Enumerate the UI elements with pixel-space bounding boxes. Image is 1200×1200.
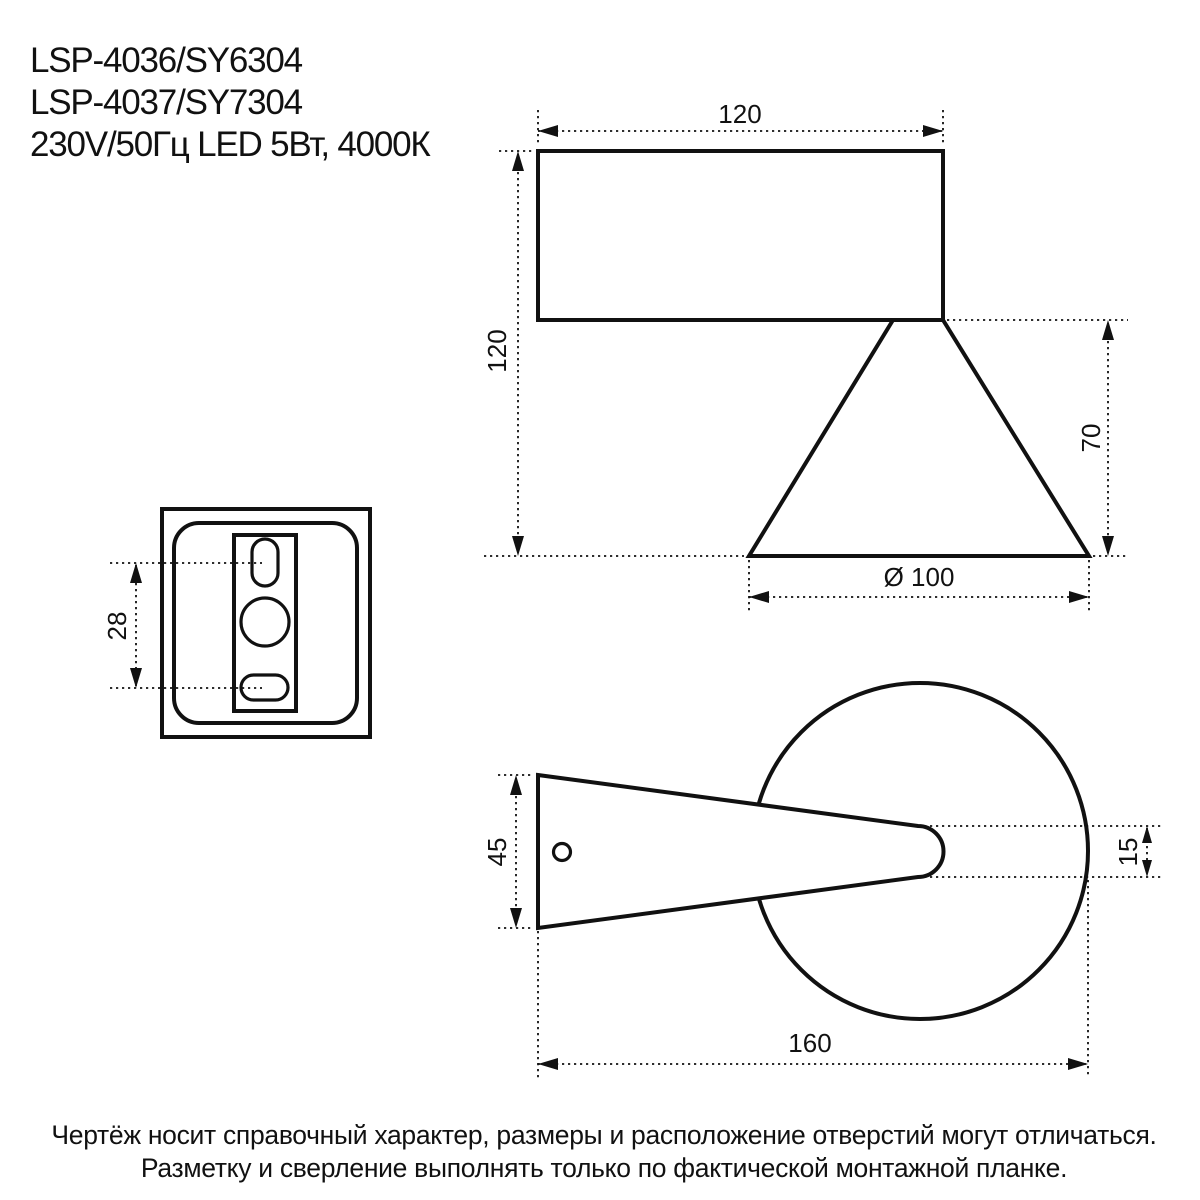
arrowhead-down [1142,860,1152,877]
mounting-plate-view [102,509,370,737]
arrowhead-right [923,125,943,137]
cable-hole [241,598,289,646]
dim-label-bracket-width: 45 [482,837,513,867]
dim-label-cone-height: 70 [1076,423,1107,453]
arrowhead-left [538,1058,558,1070]
model-number-line-1: LSP-4036/SY6304 [30,41,302,80]
dim-label-overall-length: 160 [788,1028,832,1058]
arrowhead-up [130,563,142,583]
arrowhead-left [538,125,558,137]
bracket-screw-hole [554,844,571,861]
dim-label-cone-diameter: Ø 100 [883,562,955,592]
arrowhead-right [1068,1058,1088,1070]
dim-label-side-height: 120 [482,329,513,373]
lamp-cone-outline [749,320,1089,556]
arrowhead-up [510,775,522,795]
electrical-specs: 230V/50Гц LED 5Вт, 4000К [30,125,430,164]
lamp-body-outline [538,151,943,320]
title-block [30,41,431,164]
arrowhead-down [510,908,522,928]
arrowhead-right [1069,591,1089,603]
dimension-side-width [538,99,943,146]
dim-label-side-width: 120 [718,99,762,129]
dimension-bracket-width [482,775,534,928]
arrowhead-down [1102,536,1114,556]
arrowhead-left [749,591,769,603]
dimension-tip-width [918,826,1162,877]
note-line-1: Чертёж носит справочный характер, размеры и расположение отверстий могут отличаться. [51,1120,1157,1150]
model-number-line-2: LSP-4037/SY7304 [30,83,302,122]
side-view [482,99,1128,612]
note-line-2: Разметку и сверление выполнять только по фактической монтажной планке. [140,1153,1068,1183]
dimension-cone-diameter [749,560,1089,612]
arrowhead-down [130,668,142,688]
dim-label-tip-width: 15 [1113,837,1144,867]
arrowhead-down [512,536,524,556]
arrowhead-up [1102,320,1114,340]
wall-bracket-outline [538,775,944,928]
arrowhead-up [1142,826,1152,843]
dim-label-slot-spacing: 28 [102,611,133,641]
arrowhead-up [512,151,524,171]
drawing-notes [51,1120,1156,1183]
top-view [482,683,1162,1078]
